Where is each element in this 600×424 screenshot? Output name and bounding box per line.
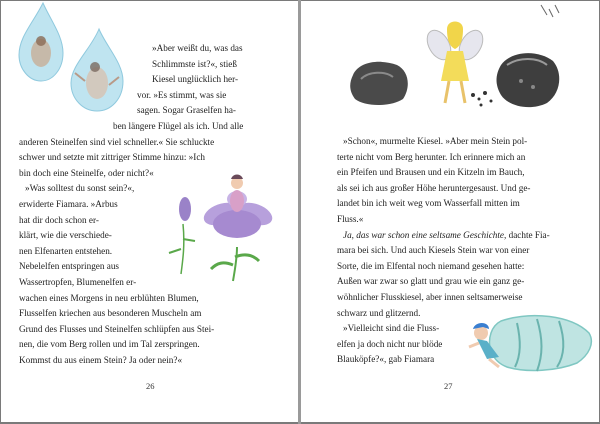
shell-fairy-illustration	[461, 311, 596, 376]
text-line-italic	[337, 228, 587, 244]
text-line: hat dir doch schon er-	[19, 214, 99, 225]
page-number-left: 26	[146, 381, 155, 391]
text-line: »Aber weißt du, was das	[152, 43, 243, 53]
text-line: Kiesel unglücklich her-	[152, 74, 239, 85]
text-continuation: dachte Fia-	[506, 229, 550, 240]
italic-phrase: Ja, das war schon eine seltsame Geschichte,	[343, 229, 507, 240]
left-page	[1, 1, 298, 422]
text-line: »Was solltest du sonst sein?«,	[25, 183, 135, 194]
text-line: erwiderte Fiamara. »Arbus	[19, 198, 118, 209]
text-line: anderen Steinelfen sind viel schneller.« Sie schluckte	[19, 136, 215, 147]
text-line: Sorte, die im Elfental noch niemand gesehen hatte:	[337, 260, 525, 271]
text-line: Fluss.«	[337, 213, 364, 224]
text-line: ben längere Flügel als ich. Und alle	[113, 120, 244, 131]
page-number-right: 27	[444, 381, 453, 391]
text-line: Blauköpfe?«, gab Fiamara	[337, 354, 435, 365]
text-line: »Schon«, murmelte Kiesel. »Aber mein Stein pol-	[343, 136, 528, 146]
text-line: klärt, wie die verschiede-	[19, 230, 112, 241]
text-line: schwarz und glitzernd.	[337, 307, 421, 318]
text-line: Flusselfen kriechen aus besonderen Muscheln am	[19, 308, 202, 319]
text-line: terte nicht vom Berg herunter. Ich erinnere mich an	[337, 151, 526, 162]
text-line: »Vielleicht sind die Fluss-	[343, 323, 440, 334]
text-line: Wassertropfen, Blumenelfen er-	[19, 276, 137, 287]
text-line: landet bin ich weit weg vom Wasserfall mitten im	[337, 198, 520, 209]
text-line: als sei ich aus großer Höhe heruntergesaust. Und ge-	[337, 182, 531, 193]
text-line: Nebelelfen entspringen aus	[19, 261, 120, 272]
text-line: nen, die vom Berg rollen und im Tal zerspringen.	[19, 339, 200, 350]
text-line: wöhnlicher Flusskiesel, aber innen seltsamerweise	[337, 291, 523, 302]
broken-stone-right	[497, 53, 560, 107]
text-line: Grund des Flusses und Steinelfen schlüpfen aus Stei-	[19, 323, 215, 334]
text-line: mara bei sich. Und auch Kiesels Stein war von einer	[337, 245, 530, 256]
text-line: sagen. Sogar Graselfen ha-	[137, 105, 236, 116]
text-line: bin doch eine Steinelfe, oder nicht?«	[19, 167, 154, 178]
right-page	[301, 1, 599, 422]
text-line: Kommst du aus einem Stein? Ja oder nein?«	[19, 354, 183, 365]
text-line: Außen war zwar so glatt und grau wie ein ganz ge-	[337, 276, 525, 287]
text-line: nen Elfenarten entstehen.	[19, 245, 113, 256]
text-line: wachen eines Morgens in neu erblühten Blumen,	[19, 292, 199, 303]
text-line: Schlimmste ist?«, stieß	[152, 58, 237, 69]
broken-stone-left	[350, 62, 408, 105]
text-line: vor. »Es stimmt, was sie	[137, 89, 227, 100]
text-line: elfen ja doch nicht nur blöde	[337, 338, 443, 349]
flower-fairy-illustration	[161, 169, 281, 284]
text-line: schwer und setzte mit zittriger Stimme hinzu: »Ich	[19, 152, 205, 163]
text-line: ein Pfeifen und Brausen und ein Kitzeln im Bauch,	[337, 167, 525, 178]
stones-fairy-illustration	[341, 3, 566, 118]
